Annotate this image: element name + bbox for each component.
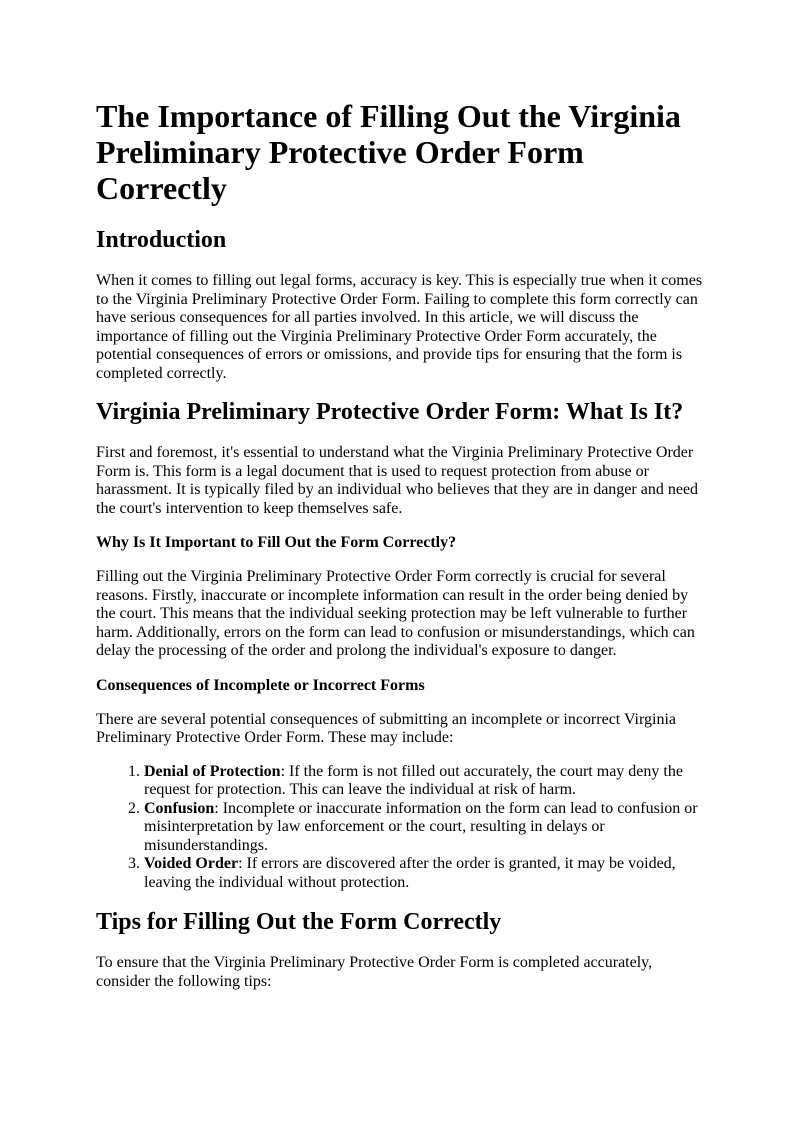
what-is-it-paragraph: First and foremost, it's essential to understand what the Virginia Preliminary Protective Order Form is. This form is a legal document that is used to request protection from abuse or harassment. It is typically filed by an individual who believes that they are in danger and need the court's intervention to keep themselves safe. [96, 444, 699, 517]
list-item-text: : Incomplete or inaccurate information on the form can lead to confusion or misinterpretation by law enforcement or the court, resulting in delays or misunderstandings. [144, 799, 698, 854]
list-item-term: Confusion [144, 799, 215, 817]
page-title: The Importance of Filling Out the Virginia Preliminary Protective Order Form Correctly [96, 98, 681, 206]
introduction-paragraph: When it comes to filling out legal forms, accuracy is key. This is especially true when it comes to the Virginia Preliminary Protective Order Form. Failing to complete this form correctly can have serious consequences for all parties involved. In this article, we will discuss the importance of filling out the Virginia Preliminary Protective Order Form accurately, the potential consequences of errors or omissions, and provide tips for ensuring that the form is completed correctly. [96, 272, 703, 382]
list-item-term: Denial of Protection [144, 762, 281, 780]
list-item [144, 763, 708, 800]
what-is-it-heading: Virginia Preliminary Protective Order Form: What Is It? [96, 399, 684, 425]
document-page [96, 98, 708, 1006]
list-item [144, 800, 708, 856]
list-item [144, 855, 708, 892]
consequences-heading: Consequences of Incomplete or Incorrect Forms [96, 676, 425, 694]
consequences-paragraph: There are several potential consequences of submitting an incomplete or incorrect Virginia Preliminary Protective Order Form. These may include: [96, 710, 677, 746]
tips-heading: Tips for Filling Out the Form Correctly [96, 909, 502, 935]
why-important-heading: Why Is It Important to Fill Out the Form Correctly? [96, 534, 457, 551]
consequences-list [96, 763, 708, 893]
list-item-term: Voided Order [144, 855, 239, 872]
introduction-heading: Introduction [96, 227, 227, 253]
list-item-text: : If errors are discovered after the order is granted, it may be voided, leaving the individual without protection. [144, 855, 676, 891]
tips-paragraph: To ensure that the Virginia Preliminary Protective Order Form is completed accurately, consider the following tips: [96, 954, 653, 990]
why-important-paragraph: Filling out the Virginia Preliminary Protective Order Form correctly is crucial for several reasons. Firstly, inaccurate or incomplete information can result in the order being denied by the court. This means that the individual seeking protection may be left vulnerable to further harm. Additionally, errors on the form can lead to confusion or misunderstandings, which can delay the processing of the order and prolong the individual's exposure to danger. [96, 568, 695, 659]
list-item-text: : If the form is not filled out accurately, the court may deny the request for protection. This can leave the individual at risk of harm. [144, 762, 683, 798]
